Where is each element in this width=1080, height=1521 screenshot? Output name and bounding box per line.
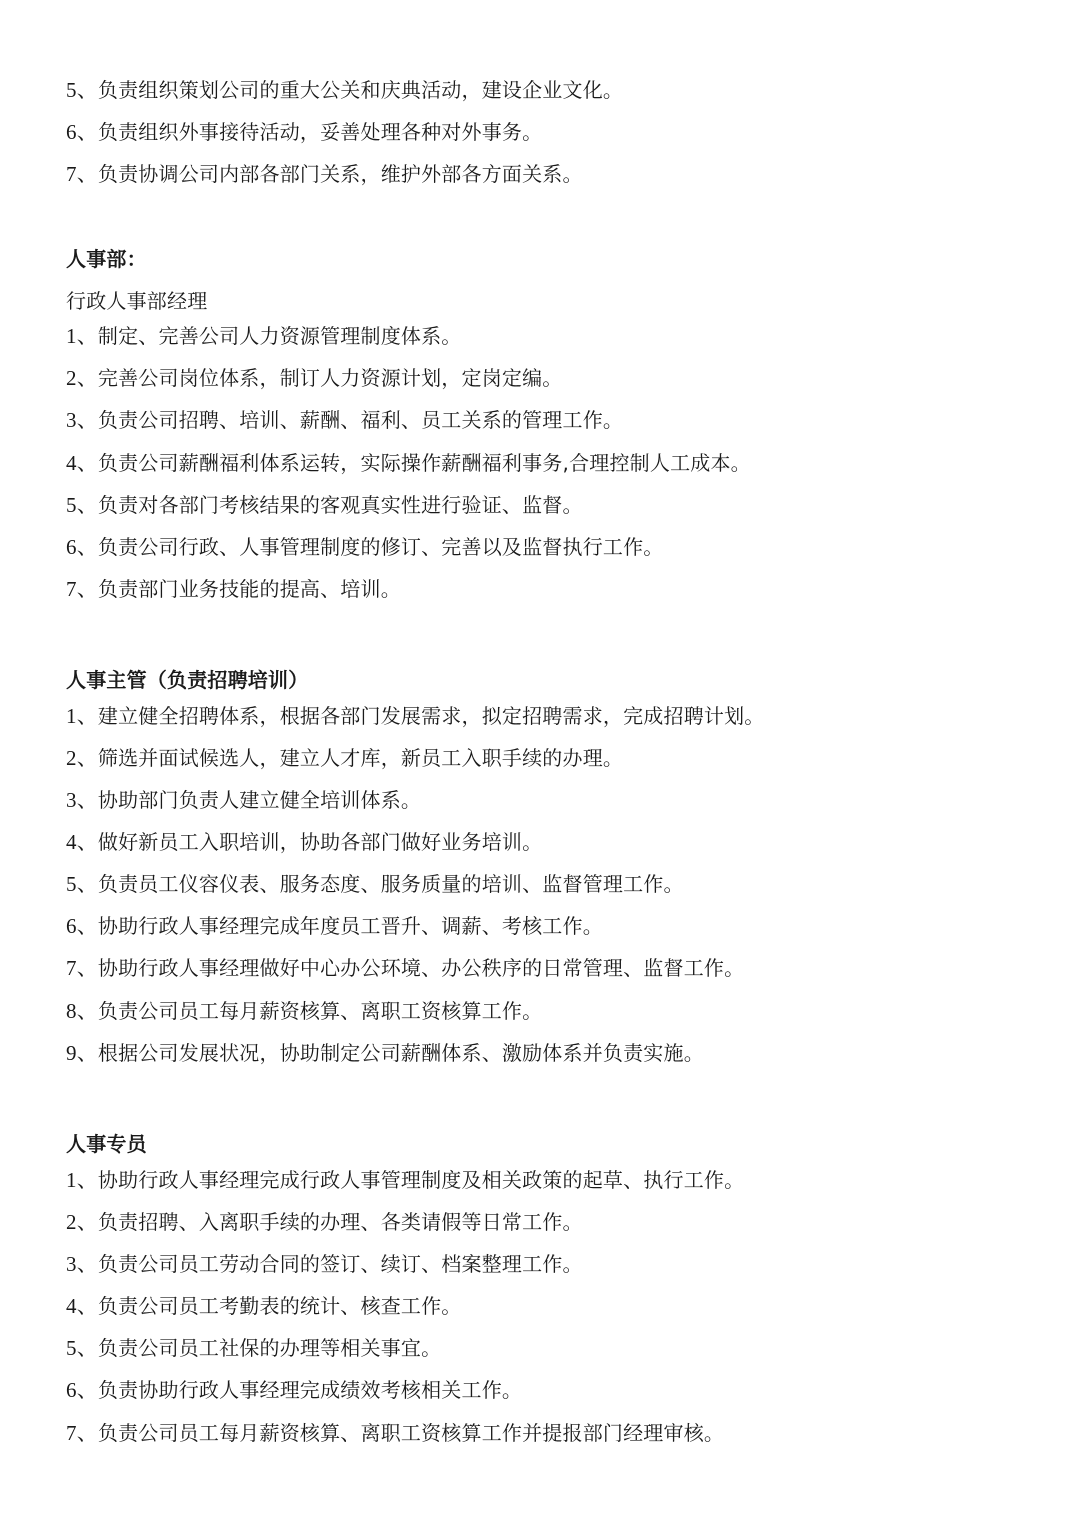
item-text: 协助行政人事经理完成行政人事管理制度及相关政策的起草、执行工作。 — [97, 1168, 745, 1192]
item-text: 负责部门业务技能的提高、培训。 — [97, 577, 401, 601]
item-number: 7、 — [66, 956, 98, 980]
list-item — [66, 407, 623, 433]
list-item — [66, 77, 623, 103]
item-number: 3、 — [66, 1252, 98, 1276]
item-text: 负责公司招聘、培训、薪酬、福利、员工关系的管理工作。 — [97, 408, 624, 432]
item-text: 完善公司岗位体系，制订人力资源计划，定岗定编。 — [97, 366, 563, 390]
list-item — [66, 1420, 724, 1446]
item-number: 3、 — [66, 408, 98, 432]
list-item — [66, 1335, 441, 1361]
item-text: 做好新员工入职培训，协助各部门做好业务培训。 — [97, 830, 543, 854]
item-number: 3、 — [66, 788, 98, 812]
list-item — [66, 492, 583, 518]
item-number: 6、 — [66, 120, 98, 144]
item-text: 协助行政人事经理做好中心办公环境、办公秩序的日常管理、监督工作。 — [97, 956, 745, 980]
item-number: 1、 — [66, 704, 98, 728]
item-number: 6、 — [66, 535, 98, 559]
list-item — [66, 1167, 744, 1193]
section-title-hr-department: 人事部： — [66, 247, 147, 271]
item-number: 5、 — [66, 493, 98, 517]
item-number: 4、 — [66, 830, 98, 854]
role-title-hr-manager: 行政人事部经理 — [66, 289, 208, 313]
item-number: 5、 — [66, 1336, 98, 1360]
item-number: 1、 — [66, 1168, 98, 1192]
item-number: 2、 — [66, 746, 98, 770]
item-number: 7、 — [66, 1421, 98, 1445]
list-item — [66, 871, 684, 897]
item-number: 7、 — [66, 162, 98, 186]
item-text: 负责公司行政、人事管理制度的修订、完善以及监督执行工作。 — [97, 535, 664, 559]
item-number: 9、 — [66, 1041, 98, 1065]
section-title-hr-supervisor: 人事主管（负责招聘培训） — [66, 668, 309, 692]
list-item — [66, 703, 765, 729]
item-number: 2、 — [66, 366, 98, 390]
item-text: 负责公司员工每月薪资核算、离职工资核算工作并提报部门经理审核。 — [97, 1421, 725, 1445]
item-text: 制定、完善公司人力资源管理制度体系。 — [97, 324, 462, 348]
item-text: 负责公司员工考勤表的统计、核查工作。 — [97, 1294, 462, 1318]
list-item — [66, 913, 603, 939]
list-item — [66, 576, 401, 602]
item-text: 负责协助行政人事经理完成绩效考核相关工作。 — [97, 1378, 523, 1402]
item-number: 8、 — [66, 999, 98, 1023]
item-text: 负责公司员工每月薪资核算、离职工资核算工作。 — [97, 999, 543, 1023]
item-number: 1、 — [66, 324, 98, 348]
item-number: 7、 — [66, 577, 98, 601]
item-text: 负责招聘、入离职手续的办理、各类请假等日常工作。 — [97, 1210, 583, 1234]
list-item — [66, 119, 542, 145]
item-text: 负责公司员工劳动合同的签订、续订、档案整理工作。 — [97, 1252, 583, 1276]
list-item — [66, 1251, 583, 1277]
item-text: 建立健全招聘体系，根据各部门发展需求，拟定招聘需求，完成招聘计划。 — [97, 704, 765, 728]
item-text: 负责员工仪容仪表、服务态度、服务质量的培训、监督管理工作。 — [97, 872, 684, 896]
item-text: 根据公司发展状况，协助制定公司薪酬体系、激励体系并负责实施。 — [97, 1041, 704, 1065]
item-number: 5、 — [66, 78, 98, 102]
list-item — [66, 1377, 522, 1403]
list-item — [66, 787, 421, 813]
item-text: 筛选并面试候选人，建立人才库，新员工入职手续的办理。 — [97, 746, 624, 770]
list-item — [66, 450, 751, 476]
list-item — [66, 998, 542, 1024]
list-item — [66, 1040, 704, 1066]
item-number: 2、 — [66, 1210, 98, 1234]
item-text: 负责公司员工社保的办理等相关事宜。 — [97, 1336, 442, 1360]
item-text: 负责对各部门考核结果的客观真实性进行验证、监督。 — [97, 493, 583, 517]
item-number: 4、 — [66, 1294, 98, 1318]
list-item — [66, 323, 462, 349]
item-text: 负责组织策划公司的重大公关和庆典活动，建设企业文化。 — [97, 78, 624, 102]
section-title-hr-specialist: 人事专员 — [66, 1132, 147, 1156]
list-item — [66, 534, 664, 560]
item-text: 负责协调公司内部各部门关系，维护外部各方面关系。 — [97, 162, 583, 186]
item-text: 协助行政人事经理完成年度员工晋升、调薪、考核工作。 — [97, 914, 603, 938]
list-item — [66, 1293, 462, 1319]
item-text: 负责组织外事接待活动，妥善处理各种对外事务。 — [97, 120, 543, 144]
list-item — [66, 1209, 583, 1235]
item-number: 6、 — [66, 914, 98, 938]
item-number: 4、 — [66, 451, 98, 475]
item-text: 负责公司薪酬福利体系运转，实际操作薪酬福利事务,合理控制人工成本。 — [97, 451, 751, 475]
list-item — [66, 829, 542, 855]
item-number: 6、 — [66, 1378, 98, 1402]
list-item — [66, 745, 623, 771]
item-text: 协助部门负责人建立健全培训体系。 — [97, 788, 422, 812]
item-number: 5、 — [66, 872, 98, 896]
list-item — [66, 161, 583, 187]
list-item — [66, 955, 744, 981]
list-item — [66, 365, 563, 391]
